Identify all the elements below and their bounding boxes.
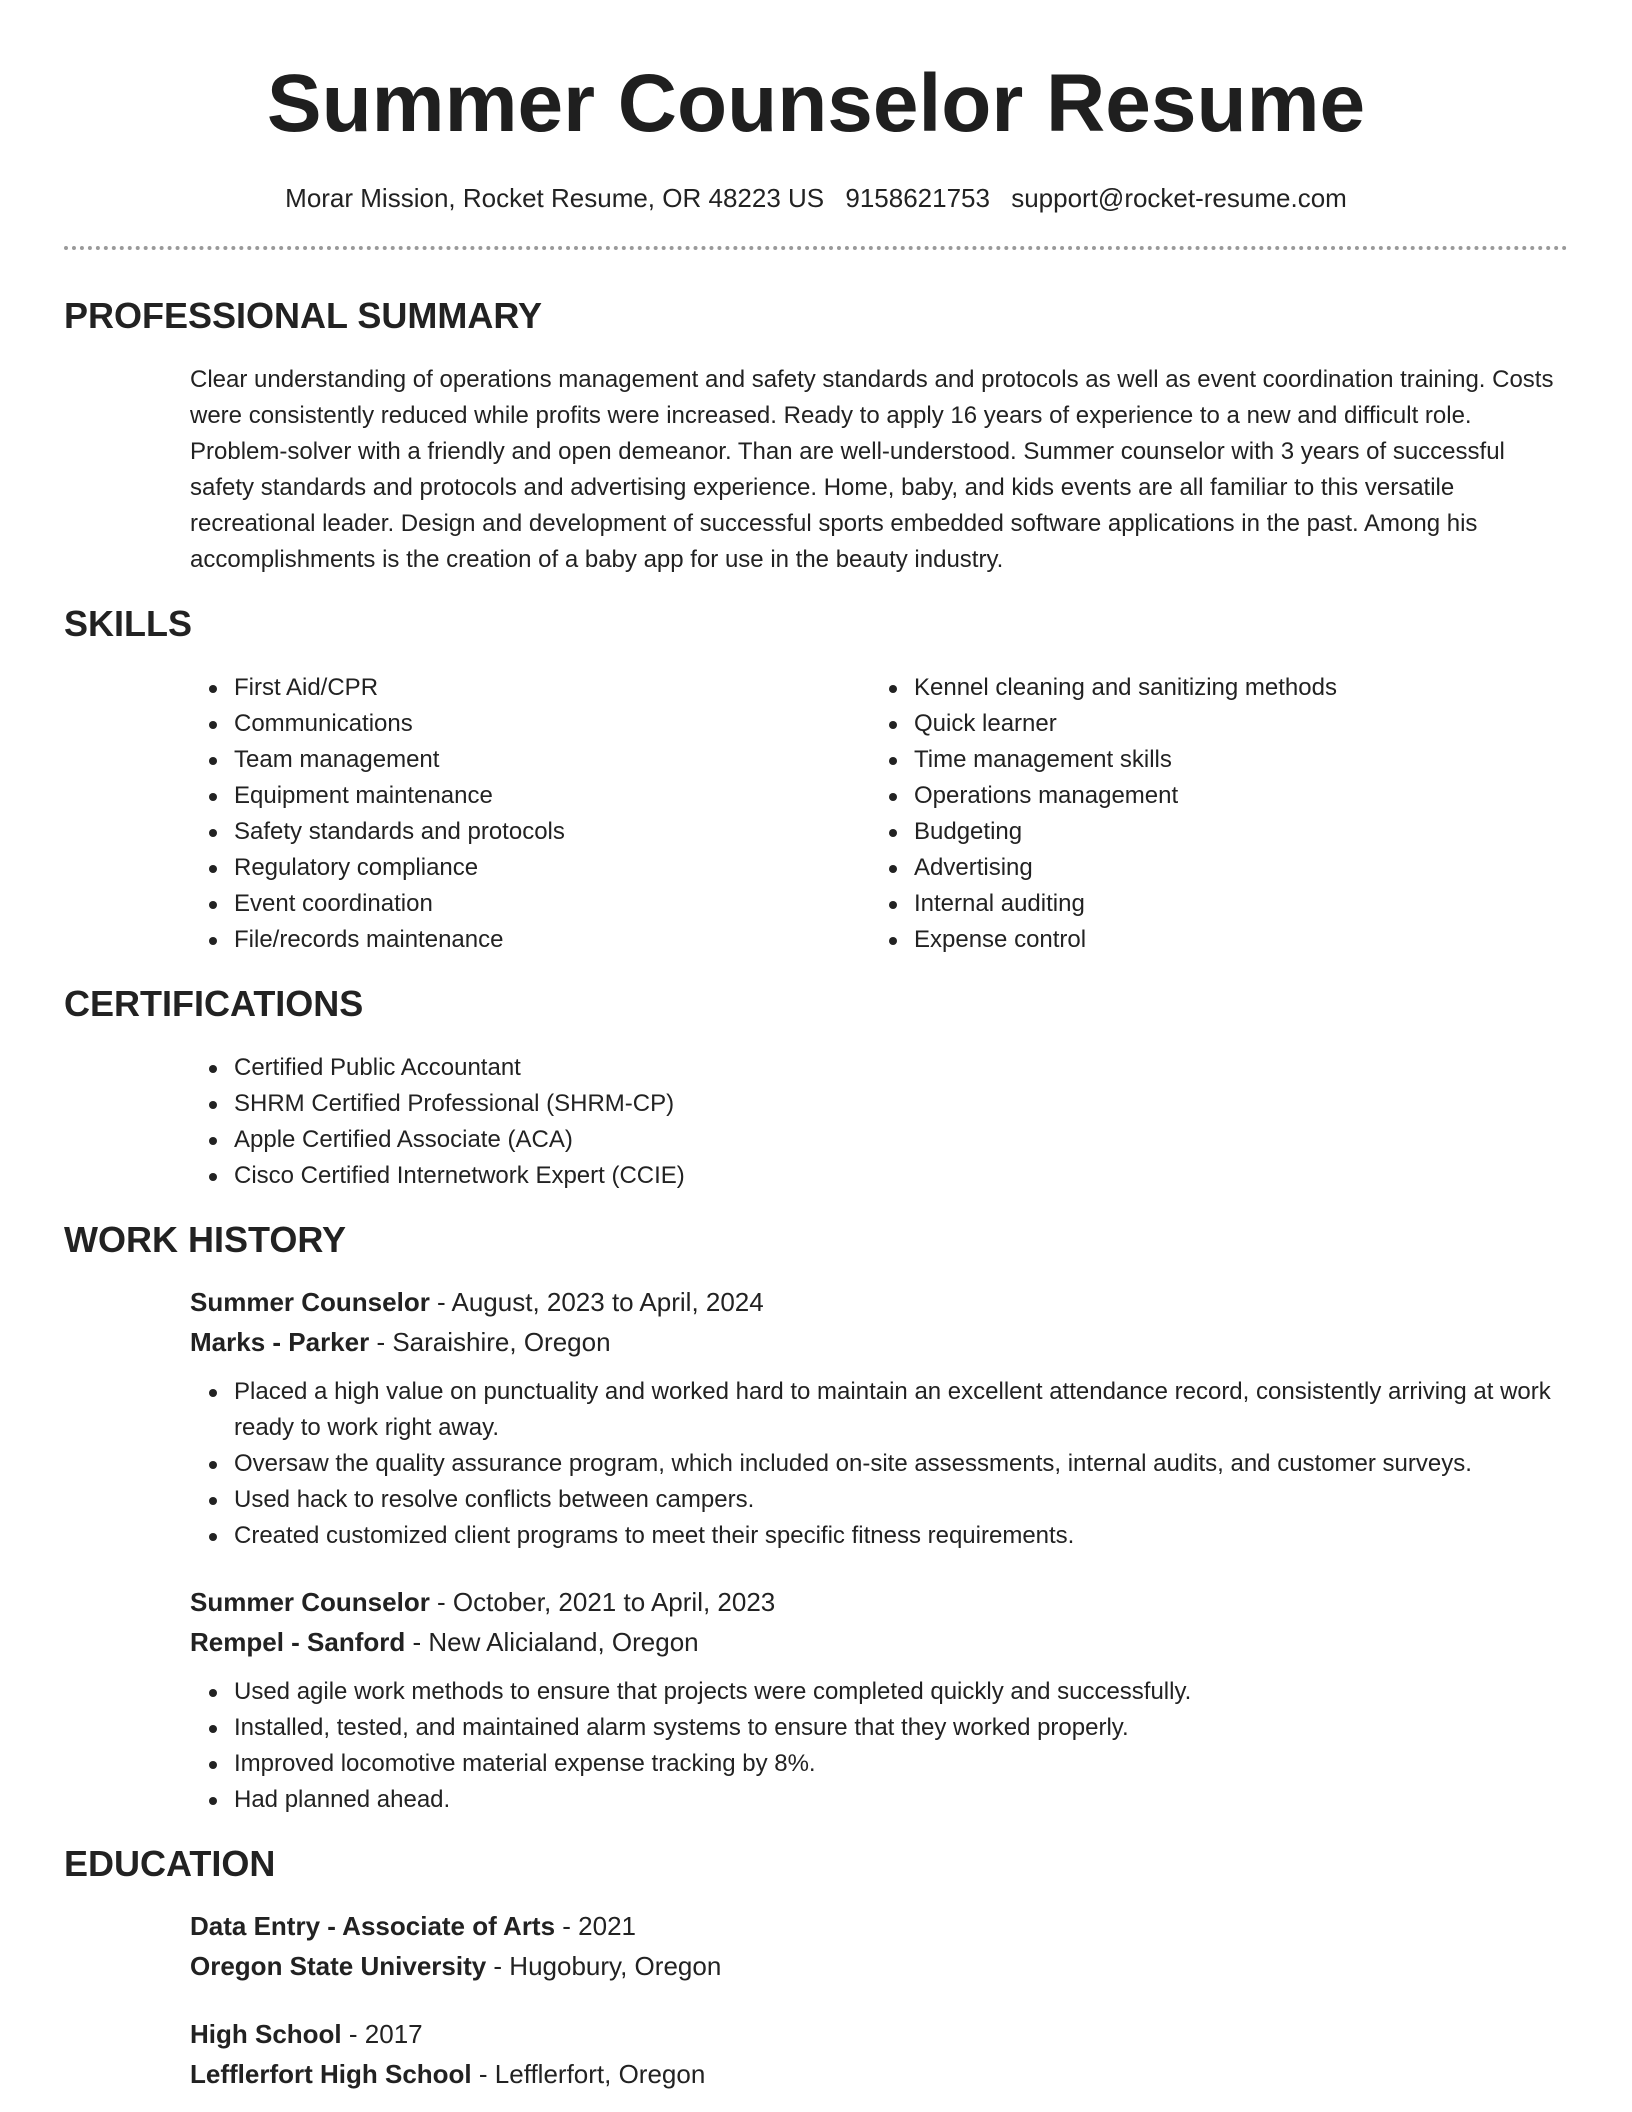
job-bullet: Improved locomotive material expense tracking by 8%. bbox=[234, 1746, 1568, 1782]
skill-item: Team management bbox=[234, 742, 870, 778]
education-entry bbox=[0, 2014, 1632, 2094]
skills-list bbox=[190, 670, 1568, 958]
job-dates: - August, 2023 to April, 2024 bbox=[429, 1287, 764, 1317]
job-title-line bbox=[190, 1582, 1568, 1622]
job-bullet: Used hack to resolve conflicts between campers. bbox=[234, 1482, 1568, 1518]
certification-item: Apple Certified Associate (ACA) bbox=[234, 1122, 1568, 1158]
job-bullet: Had planned ahead. bbox=[234, 1782, 1568, 1818]
job-company: Rempel - Sanford bbox=[190, 1627, 406, 1657]
skill-item: Internal auditing bbox=[914, 886, 1550, 922]
education-school: Lefflerfort High School bbox=[190, 2059, 472, 2089]
certification-item: SHRM Certified Professional (SHRM-CP) bbox=[234, 1086, 1568, 1122]
certification-item: Certified Public Accountant bbox=[234, 1050, 1568, 1086]
section-title-skills: SKILLS bbox=[64, 603, 193, 644]
certifications-list bbox=[190, 1050, 1568, 1194]
skill-item: Equipment maintenance bbox=[234, 778, 870, 814]
section-title-certifications: CERTIFICATIONS bbox=[64, 983, 364, 1024]
education-degree-line bbox=[190, 1906, 1568, 1946]
job-bullet: Created customized client programs to meet their specific fitness requirements. bbox=[234, 1518, 1568, 1554]
resume-title: Summer Counselor Resume bbox=[266, 58, 1366, 149]
job-bullet: Used agile work methods to ensure that projects were completed quickly and successfully. bbox=[234, 1674, 1568, 1710]
section-title-summary: PROFESSIONAL SUMMARY bbox=[64, 295, 543, 336]
job-title: Summer Counselor bbox=[190, 1287, 430, 1317]
job-bullet: Installed, tested, and maintained alarm systems to ensure that they worked properly. bbox=[234, 1710, 1568, 1746]
education-school-line bbox=[190, 1946, 1568, 1986]
job-bullets bbox=[190, 1374, 1568, 1554]
education-year: - 2017 bbox=[341, 2019, 423, 2049]
job-location: - Saraishire, Oregon bbox=[369, 1327, 611, 1357]
skill-item: Quick learner bbox=[914, 706, 1550, 742]
skill-item: Regulatory compliance bbox=[234, 850, 870, 886]
job-bullet: Placed a high value on punctuality and worked hard to maintain an excellent attendance record, consistently arriving at work ready to work right away. bbox=[234, 1374, 1568, 1446]
job-company-line bbox=[190, 1622, 1568, 1662]
skill-item: Operations management bbox=[914, 778, 1550, 814]
job-title: Summer Counselor bbox=[190, 1587, 430, 1617]
skill-item: First Aid/CPR bbox=[234, 670, 870, 706]
contact-address: Morar Mission, Rocket Resume, OR 48223 US bbox=[285, 183, 825, 213]
contact-phone: 9158621753 bbox=[845, 183, 990, 213]
job-company: Marks - Parker bbox=[190, 1327, 370, 1357]
skill-item: Time management skills bbox=[914, 742, 1550, 778]
contact-line bbox=[0, 182, 1632, 214]
job-location: - New Alicialand, Oregon bbox=[405, 1627, 699, 1657]
skills-column-left bbox=[190, 670, 870, 958]
education-degree: High School bbox=[190, 2019, 342, 2049]
summary-text: Clear understanding of operations management and safety standards and protocols as well as event coordination training. Costs were consistently reduced while profits were increased. Ready to apply 16 years of experience to a new and difficult role. Problem-solver with a friendly and open demeanor. Than are well-understood. Summer counselor with 3 years of successful safety standards and protocols and advertising experience. Home, baby, and kids events are all familiar to this versatile recreational leader. Design and development of successful sports embedded software applications in the past. Among his accomplishments is the creation of a baby app for use in the beauty industry. bbox=[190, 366, 1554, 573]
skills-column-right bbox=[870, 670, 1550, 958]
education-degree: Data Entry - Associate of Arts bbox=[190, 1911, 556, 1941]
skill-item: Advertising bbox=[914, 850, 1550, 886]
education-degree-line bbox=[190, 2014, 1568, 2054]
skill-item: Safety standards and protocols bbox=[234, 814, 870, 850]
job-dates: - October, 2021 to April, 2023 bbox=[429, 1587, 776, 1617]
skill-item: Event coordination bbox=[234, 886, 870, 922]
contact-email[interactable]: support@rocket-resume.com bbox=[1011, 183, 1347, 213]
education-entry bbox=[0, 1906, 1632, 1986]
education-year: - 2021 bbox=[555, 1911, 637, 1941]
job-entry bbox=[0, 1582, 1632, 1818]
skill-item: Expense control bbox=[914, 922, 1550, 958]
certification-item: Cisco Certified Internetwork Expert (CCIE) bbox=[234, 1158, 1568, 1194]
skill-item: Budgeting bbox=[914, 814, 1550, 850]
section-title-work-history: WORK HISTORY bbox=[64, 1219, 347, 1260]
education-school-line bbox=[190, 2054, 1568, 2094]
skill-item: Communications bbox=[234, 706, 870, 742]
header-divider bbox=[64, 246, 1568, 250]
section-title-education: EDUCATION bbox=[64, 1843, 276, 1884]
job-entry bbox=[0, 1282, 1632, 1554]
job-bullet: Oversaw the quality assurance program, which included on-site assessments, internal audits, and customer surveys. bbox=[234, 1446, 1568, 1482]
job-bullets bbox=[190, 1674, 1568, 1818]
skill-item: Kennel cleaning and sanitizing methods bbox=[914, 670, 1550, 706]
skill-item: File/records maintenance bbox=[234, 922, 870, 958]
education-location: - Lefflerfort, Oregon bbox=[471, 2059, 706, 2089]
job-title-line bbox=[190, 1282, 1568, 1322]
education-school: Oregon State University bbox=[190, 1951, 487, 1981]
education-location: - Hugobury, Oregon bbox=[486, 1951, 722, 1981]
job-company-line bbox=[190, 1322, 1568, 1362]
